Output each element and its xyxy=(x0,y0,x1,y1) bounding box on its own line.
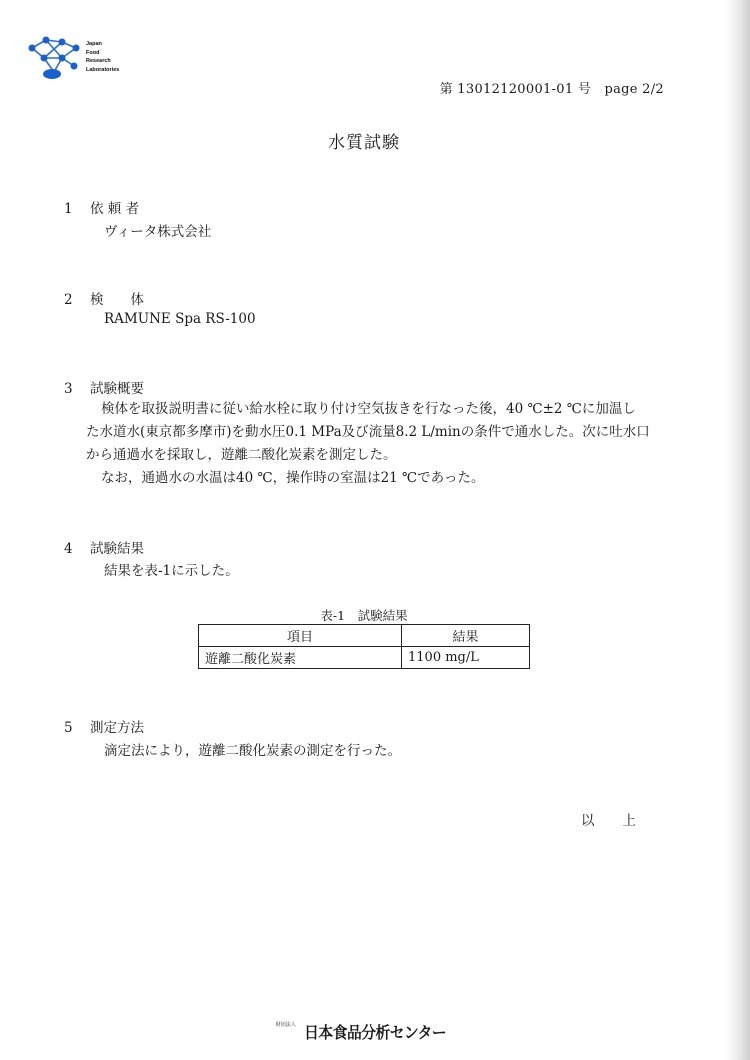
logo-text-line: Japan xyxy=(86,41,102,47)
overview-paragraphs xyxy=(86,398,666,490)
section-number: 2 xyxy=(64,292,73,308)
table-row xyxy=(199,647,530,669)
table-cell: 1100 mg/L xyxy=(402,647,530,669)
table-caption: 表-1 試験結果 xyxy=(320,608,408,623)
page-edge-shadow xyxy=(726,0,750,1060)
section-number: 4 xyxy=(64,541,73,557)
footer-organization-name: 日本食品分析センター xyxy=(303,1025,447,1042)
table-header-cell: 結果 xyxy=(402,625,530,647)
section-heading: 試験概要 xyxy=(90,381,144,397)
overview-line: から通過水を採取し，遊離二酸化炭素を測定した。 xyxy=(86,447,397,463)
footer-small-text: 財団法人 xyxy=(275,1022,296,1028)
results-table xyxy=(198,624,530,669)
logo-text-line: Food xyxy=(86,49,100,56)
logo-text-line: Research xyxy=(86,58,111,65)
overview-line: た水道水(東京都多摩市)を動水圧0.1 MPa及び流量8.2 L/minの条件で通水した。次に吐水口 xyxy=(86,424,650,440)
section-heading: 測定方法 xyxy=(90,720,144,736)
section-specimen-heading xyxy=(64,288,144,308)
table-header-cell: 項目 xyxy=(199,625,402,647)
overview-line: なお，通過水の水温は40 ℃，操作時の室温は21 ℃であった。 xyxy=(101,470,485,486)
closing-mark: 以上 xyxy=(581,813,664,829)
section-heading: 試験結果 xyxy=(90,541,144,557)
lab-logo-text xyxy=(86,40,119,74)
section-heading: 依 頼 者 xyxy=(90,201,140,217)
client-value: ヴィータ株式会社 xyxy=(104,224,212,240)
section-method-heading xyxy=(64,716,144,736)
section-results-heading xyxy=(64,537,144,557)
section-number: 3 xyxy=(64,381,73,397)
results-text: 結果を表-1に示した。 xyxy=(104,563,239,579)
method-text: 滴定法により，遊離二酸化炭素の測定を行った。 xyxy=(104,743,401,759)
table-cell: 遊離二酸化炭素 xyxy=(199,647,402,669)
section-number: 5 xyxy=(64,720,73,736)
specimen-value: RAMUNE Spa RS-100 xyxy=(104,311,256,327)
page-title: 水質試験 xyxy=(328,133,400,153)
footer-logo xyxy=(0,1020,728,1043)
logo-text-line: Laboratories xyxy=(86,66,120,73)
section-number: 1 xyxy=(64,201,73,217)
overview-line: 検体を取扱説明書に従い給水栓に取り付け空気抜きを行なった後，40 ℃±2 ℃に加温し xyxy=(101,401,636,417)
table-header-row xyxy=(199,625,530,647)
section-overview-heading xyxy=(64,377,144,397)
document-number: 第 13012120001-01 号 page 2/2 xyxy=(439,82,664,97)
section-client-heading xyxy=(64,197,139,217)
section-heading: 検 体 xyxy=(90,292,144,308)
